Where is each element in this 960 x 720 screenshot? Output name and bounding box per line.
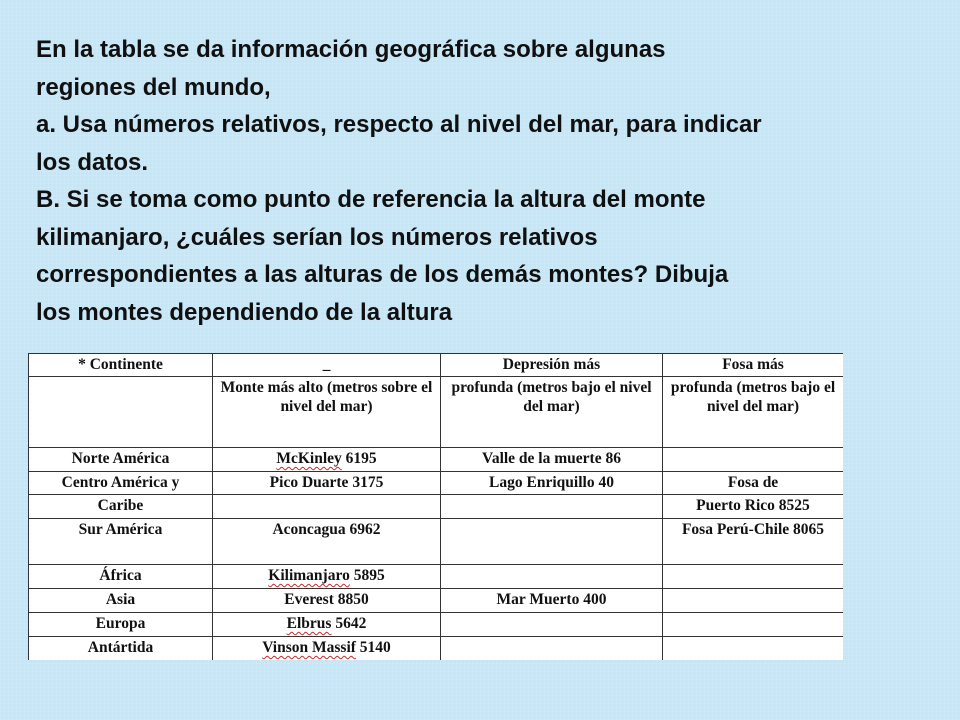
depression-cell: Valle de la muerte 86 xyxy=(441,448,663,472)
mount-cell xyxy=(213,448,441,472)
depression-cell xyxy=(441,495,663,519)
statement-line: En la tabla se da información geográfica sobre algunas xyxy=(36,36,666,63)
mount-name: Aconcagua xyxy=(272,521,346,538)
mount-cell xyxy=(213,495,441,519)
mount-name: McKinley xyxy=(276,450,342,467)
statement-line: correspondientes a las alturas de los demás montes? Dibuja xyxy=(36,261,729,288)
statement-line: regiones del mundo, xyxy=(36,73,271,101)
mount-cell xyxy=(213,519,441,565)
trench-cell xyxy=(663,589,844,613)
continent-cell: Antártida xyxy=(29,637,213,661)
continent-cell: Norte América xyxy=(29,448,213,472)
depression-cell: Mar Muerto 400 xyxy=(441,589,663,613)
trench-cell xyxy=(663,637,844,661)
mount-cell xyxy=(213,565,441,589)
header-cell: profunda (metros bajo el nivel del mar) xyxy=(441,377,663,448)
table-row xyxy=(29,589,844,613)
table-row xyxy=(29,519,844,565)
mount-height: 3175 xyxy=(352,474,384,491)
continent-cell: Sur América xyxy=(29,519,213,565)
trench-cell: Puerto Rico 8525 xyxy=(663,495,844,519)
mount-name: Pico Duarte xyxy=(269,474,349,491)
table-row xyxy=(29,613,844,637)
header-cell: * Continente xyxy=(29,354,213,377)
table-row xyxy=(29,637,844,661)
statement-line: a. Usa números relativos, respecto al nivel del mar, para indicar xyxy=(36,111,762,138)
trench-cell: Fosa de xyxy=(663,472,844,495)
header-cell: Monte más alto (metros sobre el nivel del mar) xyxy=(213,377,441,448)
mount-height: 5895 xyxy=(353,567,385,584)
depression-cell xyxy=(441,637,663,661)
table-header-subrow xyxy=(29,377,844,448)
mount-name: Vinson Massif xyxy=(262,639,356,656)
continent-cell: Centro América y xyxy=(29,472,213,495)
mount-cell xyxy=(213,637,441,661)
depression-cell xyxy=(441,519,663,565)
header-cell: profunda (metros bajo el nivel del mar) xyxy=(663,377,844,448)
mount-name: Elbrus xyxy=(286,615,332,632)
statement-line: B. Si se toma como punto de referencia la altura del monte xyxy=(36,186,706,213)
trench-cell xyxy=(663,613,844,637)
header-cell xyxy=(29,377,213,448)
trench-cell xyxy=(663,448,844,472)
depression-cell: Lago Enriquillo 40 xyxy=(441,472,663,495)
continent-cell: Asia xyxy=(29,589,213,613)
header-cell: Fosa más xyxy=(663,354,844,377)
geography-table xyxy=(28,353,843,660)
problem-statement xyxy=(36,31,926,331)
geography-table-image xyxy=(28,353,843,660)
depression-cell xyxy=(441,565,663,589)
mount-height: 5140 xyxy=(359,639,391,656)
mount-cell xyxy=(213,589,441,613)
mount-cell xyxy=(213,613,441,637)
mount-height: 6195 xyxy=(345,450,377,467)
trench-cell: Fosa Perú-Chile 8065 xyxy=(663,519,844,565)
table-row xyxy=(29,448,844,472)
continent-cell: África xyxy=(29,565,213,589)
mount-cell xyxy=(213,472,441,495)
table-row xyxy=(29,472,844,495)
table-row xyxy=(29,565,844,589)
statement-line: kilimanjaro, ¿cuáles serían los números relativos xyxy=(36,223,598,251)
mount-name: Everest xyxy=(284,591,334,608)
mount-name: Kilimanjaro xyxy=(268,567,350,584)
depression-cell xyxy=(441,613,663,637)
statement-line: los montes dependiendo de la altura xyxy=(36,298,453,326)
mount-height: 5642 xyxy=(335,615,367,632)
mount-height: 8850 xyxy=(337,591,369,608)
continent-cell: Caribe xyxy=(29,495,213,519)
table-header-row xyxy=(29,354,844,377)
header-cell: Depresión más xyxy=(441,354,663,377)
header-cell: _ xyxy=(213,354,441,377)
statement-line: los datos. xyxy=(36,148,149,176)
continent-cell: Europa xyxy=(29,613,213,637)
mount-height: 6962 xyxy=(349,521,381,538)
table-row xyxy=(29,495,844,519)
trench-cell xyxy=(663,565,844,589)
